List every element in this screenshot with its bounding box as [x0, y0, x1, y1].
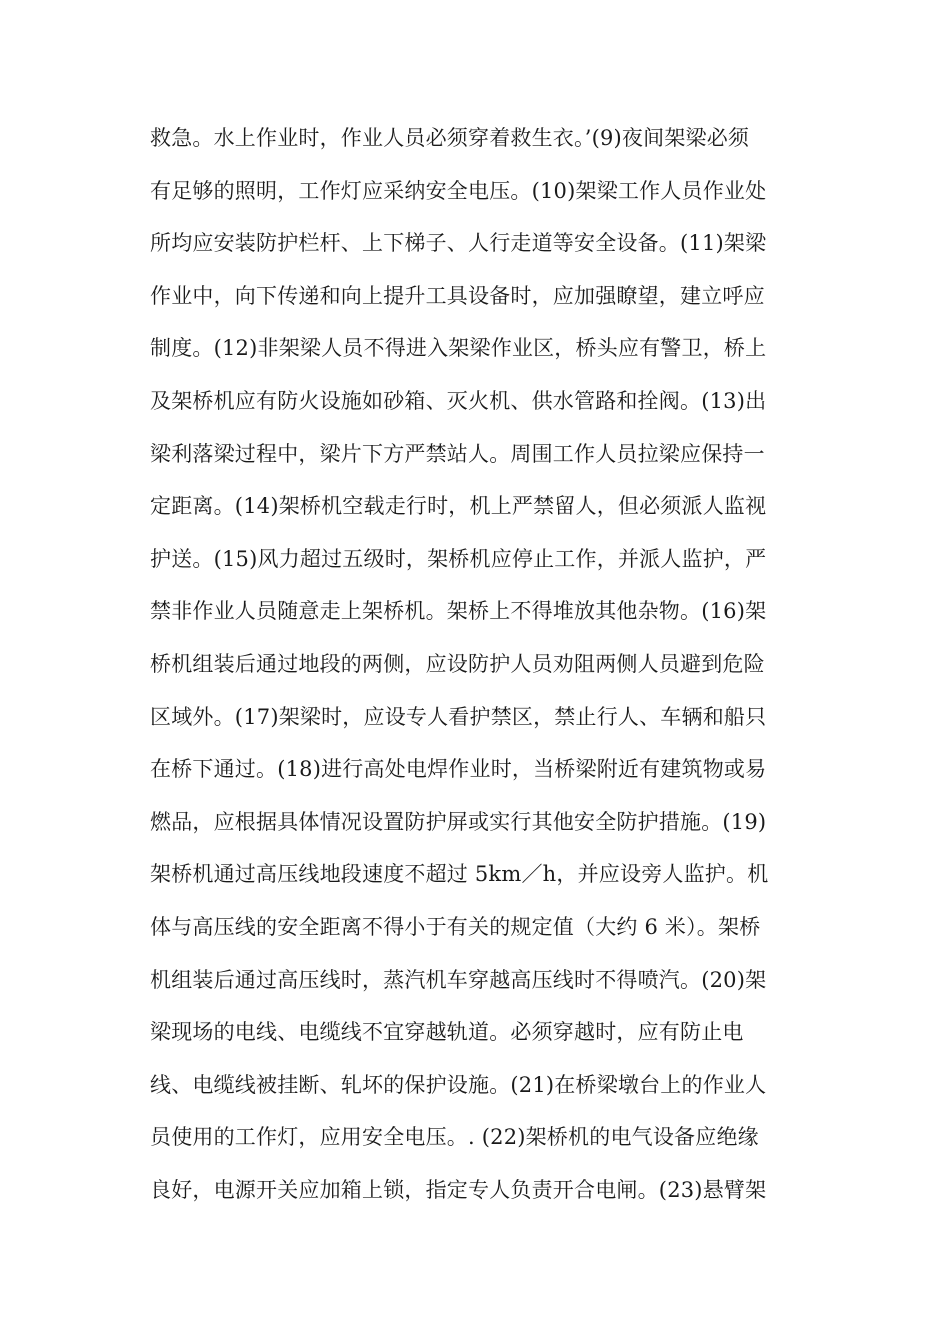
- text-line: 架桥机通过高压线地段速度不超过 5km／h，并应设旁人监护。机: [150, 862, 769, 887]
- text-line: 燃品，应根据具体情况设置防护屏或实行其他安全防护措施。(19): [150, 809, 767, 834]
- text-line: 员使用的工作灯，应用安全电压。. (22)架桥机的电气设备应绝缘: [150, 1125, 759, 1150]
- text-line: 梁利落梁过程中，梁片下方严禁站人。周围工作人员拉梁应保持一: [150, 441, 765, 466]
- text-line: 制度。(12)非架梁人员不得进入架梁作业区，桥头应有警卫，桥上: [150, 336, 767, 361]
- text-line: 区域外。(17)架梁时，应设专人看护禁区，禁止行人、车辆和船只: [150, 704, 767, 729]
- text-line: 所均应安装防护栏杆、上下梯子、人行走道等安全设备。(11)架梁: [150, 231, 767, 256]
- text-line: 救急。水上作业时，作业人员必须穿着救生衣。’(9)夜间架梁必须: [150, 126, 750, 150]
- text-line: 有足够的照明，工作灯应采纳安全电压。(10)架梁工作人员作业处: [150, 178, 767, 203]
- text-line: 机组装后通过高压线时，蒸汽机车穿越高压线时不得喷汽。(20)架: [150, 967, 767, 992]
- text-line: 及架桥机应有防火设施如砂箱、灭火机、供水管路和拴阀。(13)出: [150, 388, 767, 413]
- text-line: 线、电缆线被挂断、轧坏的保护设施。(21)在桥梁墩台上的作业人: [150, 1072, 767, 1097]
- text-line: 禁非作业人员随意走上架桥机。架桥上不得堆放其他杂物。(16)架: [150, 599, 767, 624]
- text-line: 桥机组装后通过地段的两侧，应设防护人员劝阻两侧人员避到危险: [150, 651, 765, 676]
- text-line: 在桥下通过。(18)进行高处电焊作业时，当桥梁附近有建筑物或易: [150, 757, 767, 782]
- text-line: 良好，电源开关应加箱上锁，指定专人负责开合电闸。(23)悬臂架: [150, 1177, 767, 1202]
- text-line: 梁现场的电线、电缆线不宜穿越轨道。必须穿越时，应有防止电: [150, 1020, 744, 1045]
- text-line: 体与高压线的安全距离不得小于有关的规定值（大约 6 米）。架桥: [150, 914, 761, 939]
- text-line: 护送。(15)风力超过五级时，架桥机应停止工作，并派人监护，严: [150, 546, 767, 571]
- text-line: 作业中，向下传递和向上提升工具设备时，应加强瞭望，建立呼应: [150, 283, 765, 308]
- body-text: [150, 112, 810, 1216]
- text-line: 定距离。(14)架桥机空载走行时，机上严禁留人，但必须派人监视: [150, 494, 767, 519]
